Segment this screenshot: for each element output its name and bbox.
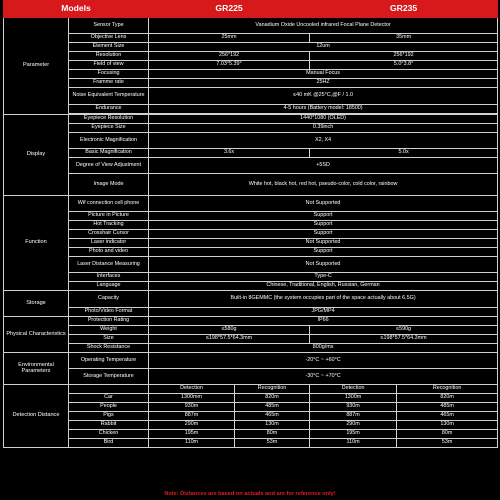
value-electronic-mag: X2, X4 (149, 133, 498, 149)
row-language (4, 282, 498, 291)
row-interfaces (4, 273, 498, 282)
header-a-recognition: Recognition (235, 385, 310, 394)
category-physical: Physical Characteristics (4, 317, 69, 353)
row-operating-temp (4, 353, 498, 369)
detection-target: Pigs (69, 412, 149, 421)
value-resolution-b: 256*192 (310, 52, 498, 61)
detection-value: 195m (149, 430, 235, 439)
row-objective-lens (4, 34, 498, 43)
label-eyepiece-resolution: Eyepiece Resolution (69, 115, 149, 124)
row-protection (4, 317, 498, 326)
detection-value: 1300mm (149, 394, 235, 403)
label-sensor-type: Sensor Type (69, 18, 149, 34)
label-endurance: Endurance (69, 105, 149, 114)
recognition-value: 80m (235, 430, 310, 439)
label-objective-lens: Objective Lens (69, 34, 149, 43)
value-focusing: Manual Focus (149, 70, 498, 79)
row-size (4, 335, 498, 344)
label-electronic-mag: Electronic Magnification (69, 133, 149, 149)
detection-value: 887m (310, 412, 397, 421)
header-row (4, 1, 498, 18)
recognition-value: 53m (397, 439, 498, 448)
detection-value: 930m (149, 403, 235, 412)
value-eyepiece-resolution: 1440*1080 (OLED) (149, 115, 498, 124)
label-resolution: Resolution (69, 52, 149, 61)
header-b-recognition: Recognition (397, 385, 498, 394)
row-weight (4, 326, 498, 335)
row-basic-mag (4, 149, 498, 158)
row-focusing (4, 70, 498, 79)
row-capacity (4, 291, 498, 308)
label-field-of-view: Field of view (69, 61, 149, 70)
category-environmental: Environmental Parameters (4, 353, 69, 385)
detection-row (4, 412, 498, 421)
label-operating-temp: Operating Temperature (69, 353, 149, 369)
row-format (4, 308, 498, 317)
label-focusing: Focusing (69, 70, 149, 79)
label-laser-indicator: Laser indicator (69, 239, 149, 248)
detection-value: 110m (149, 439, 235, 448)
recognition-value: 820m (397, 394, 498, 403)
value-fov-a: 7.03°5.39° (149, 61, 310, 70)
label-weight: Weight (69, 326, 149, 335)
detection-row (4, 394, 498, 403)
row-laser-indicator (4, 239, 498, 248)
footnote: Note: Distances are based on actuals and are for reference only! (164, 491, 336, 497)
label-storage-temp: Storage Temperature (69, 369, 149, 385)
label-laser-distance: Laser Distance Measuring (69, 257, 149, 273)
row-field-of-view (4, 61, 498, 70)
detection-row (4, 403, 498, 412)
detection-value: 110m (310, 439, 397, 448)
value-weight-b: ≤590g (310, 326, 498, 335)
value-frame-rate: 25HZ (149, 79, 498, 88)
value-protection: IP66 (149, 317, 498, 326)
row-crosshair (4, 230, 498, 239)
detection-value: 290m (310, 421, 397, 430)
value-language: Chinese, Traditional, English, Russian, German (149, 282, 498, 291)
value-basic-mag-b: 5.0x (310, 149, 498, 158)
detection-row (4, 439, 498, 448)
detection-value: 1300m (310, 394, 397, 403)
row-image-mode (4, 174, 498, 196)
label-image-mode: Image Mode (69, 174, 149, 196)
row-frame-rate (4, 79, 498, 88)
value-resolution-a: 256*192 (149, 52, 310, 61)
detection-row (4, 421, 498, 430)
row-detection-header (4, 385, 498, 394)
recognition-value: 130m (235, 421, 310, 430)
value-view-adjustment: +5SD (149, 158, 498, 174)
detection-value: 930m (310, 403, 397, 412)
value-photo-video: Support (149, 248, 498, 257)
value-capacity: Built-in 8GEMMC (the system occupies part of the space actually about 6.5G) (149, 291, 498, 308)
label-element-size: Element Size (69, 43, 149, 52)
value-size-b: ≤198*57.5*64.3mm (310, 335, 498, 344)
value-laser-distance: Not Supported (149, 257, 498, 273)
value-shock: 800g/ms (149, 344, 498, 353)
value-eyepiece-size: 0.39inch (149, 124, 498, 133)
row-laser-distance (4, 257, 498, 273)
recognition-value: 820m (235, 394, 310, 403)
label-basic-mag: Basic Magnification (69, 149, 149, 158)
value-wifi: Not Supported (149, 196, 498, 212)
label-netd: Noise Equivalent Temperature (69, 88, 149, 105)
row-hot-tracking (4, 221, 498, 230)
value-basic-mag-a: 3.6x (149, 149, 310, 158)
value-objective-lens-a: 25mm (149, 34, 310, 43)
label-wifi: Wif connection cell phone (69, 196, 149, 212)
detection-target: Car (69, 394, 149, 403)
value-size-a: ≤198*57.5*64.3mm (149, 335, 310, 344)
detection-value: 887m (149, 412, 235, 421)
label-crosshair: Crosshair Cursor (69, 230, 149, 239)
row-view-adjustment (4, 158, 498, 174)
header-b-detection: Detection (310, 385, 397, 394)
row-shock (4, 344, 498, 353)
label-shock: Shock Resistance (69, 344, 149, 353)
header-a-detection: Detection (149, 385, 235, 394)
detection-row (4, 430, 498, 439)
detection-target: Chicken (69, 430, 149, 439)
detection-target: Bird (69, 439, 149, 448)
label-format: Photo/Video Format (69, 308, 149, 317)
recognition-value: 130m (397, 421, 498, 430)
label-photo-video: Photo and video (69, 248, 149, 257)
detection-target: Rabbit (69, 421, 149, 430)
row-sensor-type (4, 18, 498, 34)
category-parameter: Parameter (4, 18, 69, 115)
recognition-value: 53m (235, 439, 310, 448)
label-frame-rate: Framme rate (69, 79, 149, 88)
row-wifi (4, 196, 498, 212)
recognition-value: 465m (235, 412, 310, 421)
category-detection: Detection Distance (4, 385, 69, 448)
label-protection: Protection Rating (69, 317, 149, 326)
row-electronic-mag (4, 133, 498, 149)
value-storage-temp: -30°C ~ +70°C (149, 369, 498, 385)
label-pip: Picture in Picture (69, 212, 149, 221)
value-element-size: 12um (149, 43, 498, 52)
row-element-size (4, 43, 498, 52)
spec-table (3, 0, 498, 448)
row-eyepiece-resolution (4, 115, 498, 124)
value-laser-indicator: Not Supported (149, 239, 498, 248)
category-storage: Storage (4, 291, 69, 317)
recognition-value: 485m (235, 403, 310, 412)
row-endurance (4, 105, 498, 114)
label-size: Size (69, 335, 149, 344)
recognition-value: 80m (397, 430, 498, 439)
detection-target-header (69, 385, 149, 394)
value-sensor-type: Vanadium Oxide Uncooled infrared Focal Plane Detector (149, 18, 498, 34)
label-hot-tracking: Hot Tracking (69, 221, 149, 230)
row-photo-video (4, 248, 498, 257)
recognition-value: 465m (397, 412, 498, 421)
value-format: JPG/MP4 (149, 308, 498, 317)
label-eyepiece-size: Eyepiece Size (69, 124, 149, 133)
value-endurance: 4-5 hours (Battery model: 18500) (149, 105, 498, 114)
row-eyepiece-size (4, 124, 498, 133)
detection-target: People (69, 403, 149, 412)
detection-value: 290m (149, 421, 235, 430)
value-pip: Support (149, 212, 498, 221)
label-language: Language (69, 282, 149, 291)
category-function: Function (4, 196, 69, 291)
value-objective-lens-b: 35mm (310, 34, 498, 43)
row-netd (4, 88, 498, 105)
label-view-adjustment: Degree of View Adjustment (69, 158, 149, 174)
label-capacity: Capacity (69, 291, 149, 308)
recognition-value: 485m (397, 403, 498, 412)
detection-value: 195m (310, 430, 397, 439)
label-interfaces: Interfaces (69, 273, 149, 282)
value-fov-b: 5.0°3.8° (310, 61, 498, 70)
value-crosshair: Support (149, 230, 498, 239)
value-hot-tracking: Support (149, 221, 498, 230)
header-models: Models (4, 1, 149, 18)
value-interfaces: Type-C (149, 273, 498, 282)
value-image-mode: White hot, black hot, red hot, pseudo-color, cold color, rainbow (149, 174, 498, 196)
value-weight-a: ≤580g (149, 326, 310, 335)
header-model-a: GR225 (149, 1, 310, 18)
value-operating-temp: -20°C ~ +60°C (149, 353, 498, 369)
row-pip (4, 212, 498, 221)
header-model-b: GR235 (310, 1, 498, 18)
category-display: Display (4, 115, 69, 196)
value-netd: ≤40 mK @25°C,@F / 1.0 (149, 88, 498, 105)
row-resolution (4, 52, 498, 61)
row-storage-temp (4, 369, 498, 385)
